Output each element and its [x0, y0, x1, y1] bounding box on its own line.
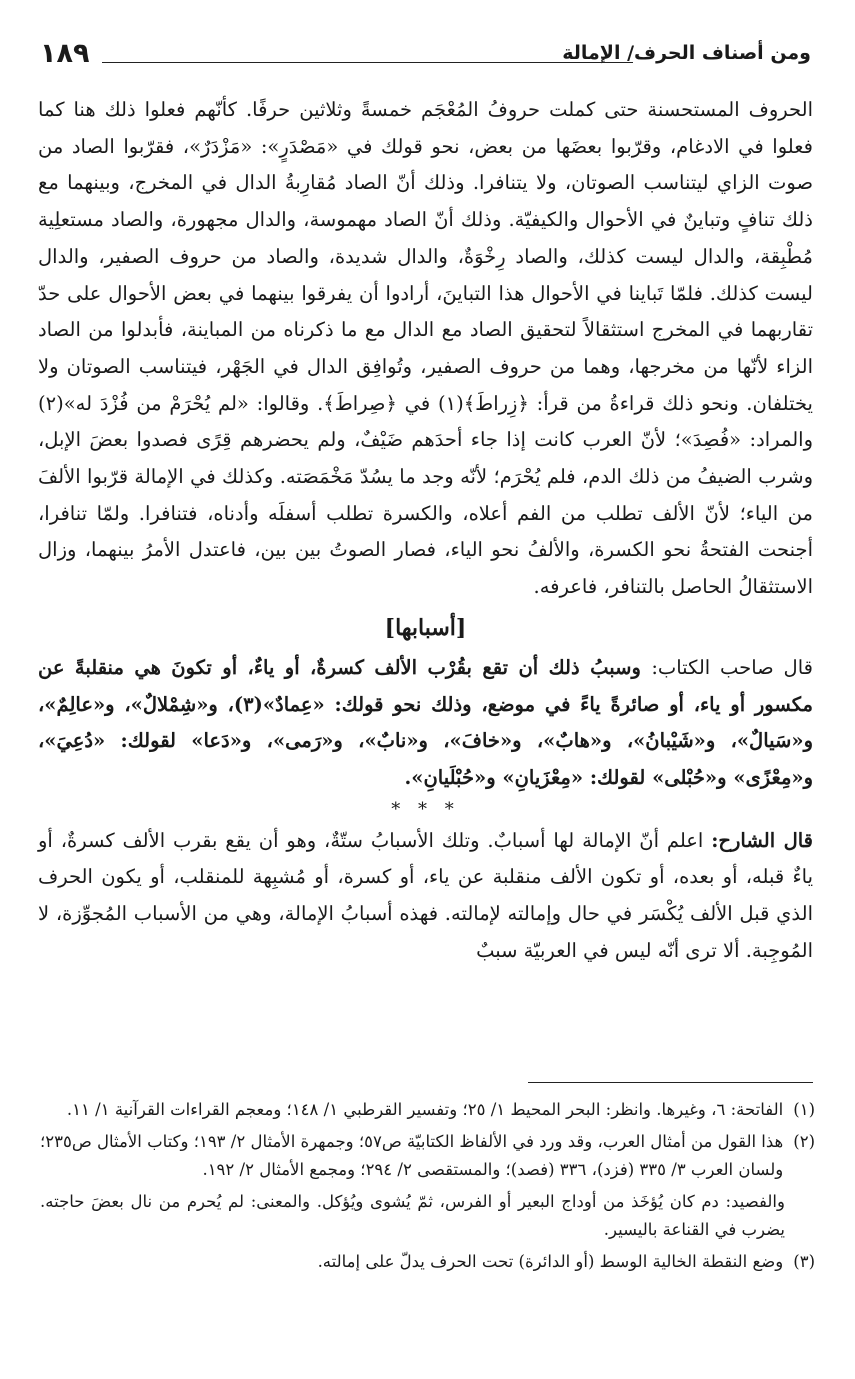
commentary-lead: قال الشارح: [711, 828, 813, 852]
footnote-continuation: والفصيد: دم كان يُؤخَذ من أوداج البعير أو الفرس، ثمّ يُشوى ويُؤكل. والمعنى: لم يُحرم من نال بعضَ حاجته. يضرب في القناعة باليسير. [40, 1191, 785, 1239]
book-quote-text: وسببُ ذلك أن تقع بقُرْب الألف كسرةٌ، أو ياءٌ، أو تكونَ هي منقلبةً عن مكسور أو ياء، أو صائرةً ياءً في موضع، وذلك نحو قولك: «عِمادٌ»(٣)، و«شِمْلالٌ»، و«عالِمٌ»، و«سَيالٌ»، و«شَيْبانُ»، و«هابٌ»، و«خافَ»، و«نابٌ»، و«رَمى»، و«دَعا» لقولك: «دُعِيَ»، و«مِعْزًى» و«حُبْلى» لقولك: «مِعْزَيانِ» و«حُبْلَيانِ». [38, 655, 813, 789]
footnote-text: هذا القول من أمثال العرب، وقد ورد في الألفاظ الكتابيّة ص٥٧؛ وجمهرة الأمثال ٢/ ١٩٣؛ وكتاب الأمثال ص٢٣٥؛ ولسان العرب ٣/ ٣٣٥ (فزد)، ٣٣٦ (فصد)؛ والمستقصى ٢/ ٢٩٤؛ ومجمع الأمثال ٢/ ١٩٢. [39, 1131, 784, 1179]
footnote-text: وضع النقطة الخالية الوسط (أو الدائرة) تحت الحرف يدلّ على إمالته. [317, 1251, 784, 1271]
page-number: ١٨٩ [40, 38, 90, 69]
footnote-number: (١) [793, 1100, 815, 1119]
commentary [38, 823, 813, 970]
footnote-number: (٣) [793, 1251, 815, 1271]
footnote [40, 1248, 815, 1277]
header-rule [102, 62, 633, 63]
asterisk-separator: * * * [391, 798, 460, 820]
running-title: ومن أصناف الحرف/ الإمالة [562, 42, 811, 64]
footnote-rule [528, 1082, 813, 1083]
footnote-text: الفاتحة: ٦، وغيرها. وانظر: البحر المحيط ١/ ٢٥؛ وتفسير القرطبي ١/ ١٤٨؛ ومعجم القراءات القرآنية ١/ ١١. [66, 1100, 784, 1119]
section-heading: [أسبابها] [384, 614, 467, 641]
footnotes [40, 1096, 815, 1279]
main-text [38, 92, 813, 969]
book-quote [38, 650, 813, 797]
commentary-text: اعلم أنّ الإمالة لها أسبابٌ. وتلك الأسبابُ ستّةٌ، وهو أن يقع بقرب الألف كسرةٌ، أو ياءٌ قبله، أو بعده، أو تكون الألف منقلبة عن ياء، أو كسرة، أو مُشبِهة للمنقلب، أو يكون الحرف الذي قبل الألف يُكْسَر في حال وإمالته لإمالته. فهذه أسبابُ الإمالة، وهي من الأسباب المُجوِّزة، لا المُوجِبة. ألا ترى أنّه ليس في العربيّة سببٌ [38, 828, 813, 962]
footnote [40, 1096, 815, 1125]
footnote [40, 1128, 815, 1185]
page-header [40, 38, 811, 74]
book-quote-lead: قال صاحب الكتاب: [651, 655, 813, 679]
footnote-number: (٢) [793, 1131, 815, 1151]
paragraph-1: الحروف المستحسنة حتى كملت حروفُ المُعْجَم خمسةً وثلاثين حرفًا. كأنّهم فعلوا ذلك هنا كما فعلوا في الادغام، وقرّبوا بعضَها من بعض، نحو قولك في «مَصْدَرٍ»: «مَزْدَرٌ»، فقرّبوا الصاد من صوت الزاي ليتناسب الصوتان، ولا يتنافرا. وذلك أنّ الصاد مُقارِبةُ الدال في المخرج، وبينهما مع ذلك تنافٍ وتباينٌ في الأحوال والكيفيّة. وذلك أنّ الصاد مهموسة، والدال مجهورة، والصاد مستعلِية مُطْبِقة، والدال ليست كذلك، والصاد رِخْوَةٌ، والدال شديدة، والصاد من حروف الصفير، والدال ليست كذلك. فلمّا تَباينا في الأحوال هذا التباينَ، أرادوا أن يفرقوا بينهما في بعض الأحوال على حدّ تقاربهما في المخرج استثقالاً لتحقيق الصاد مع الدال مع ما ذكرناه من المباينة، فأبدلوا من الصاد الزاء لأنّها من مخرجها، وهما من حروف الصفير، وتُوافِق الدال في الجَهْر، فيتناسب الصوتان ولا يختلفان. ونحو ذلك قراءةُ من قرأ: ﴿زِراطَ﴾(١) في ﴿صِراطَ﴾. وقالوا: «لم يُحْرَمْ من فُزْدَ له»(٢) والمراد: «فُصِدَ»؛ لأنّ العرب كانت إذا جاء أحدَهم ضَيْفٌ، ولم يحضرهم قِرًى فصدوا بعضَ الإبل، وشرب الضيفُ من ذلك الدم، فلم يُحْرَم؛ لأنّه وجد ما يسُدّ مَخْمَصَته. وكذلك في الإمالة قرّبوا الألفَ من الياء؛ لأنّ الألف تطلب من الفم أعلاه، والكسرة تطلب أسفلَه وأدناه، فتنافرا. ولمّا تنافرا، أجنحت الفتحةُ نحو الكسرة، والألفُ نحو الياء، فصار الصوتُ بين بين، فاعتدل الأمرُ بينهما، وزال الاستثقالُ الحاصل بالتنافر، فاعرفه. [38, 98, 813, 599]
